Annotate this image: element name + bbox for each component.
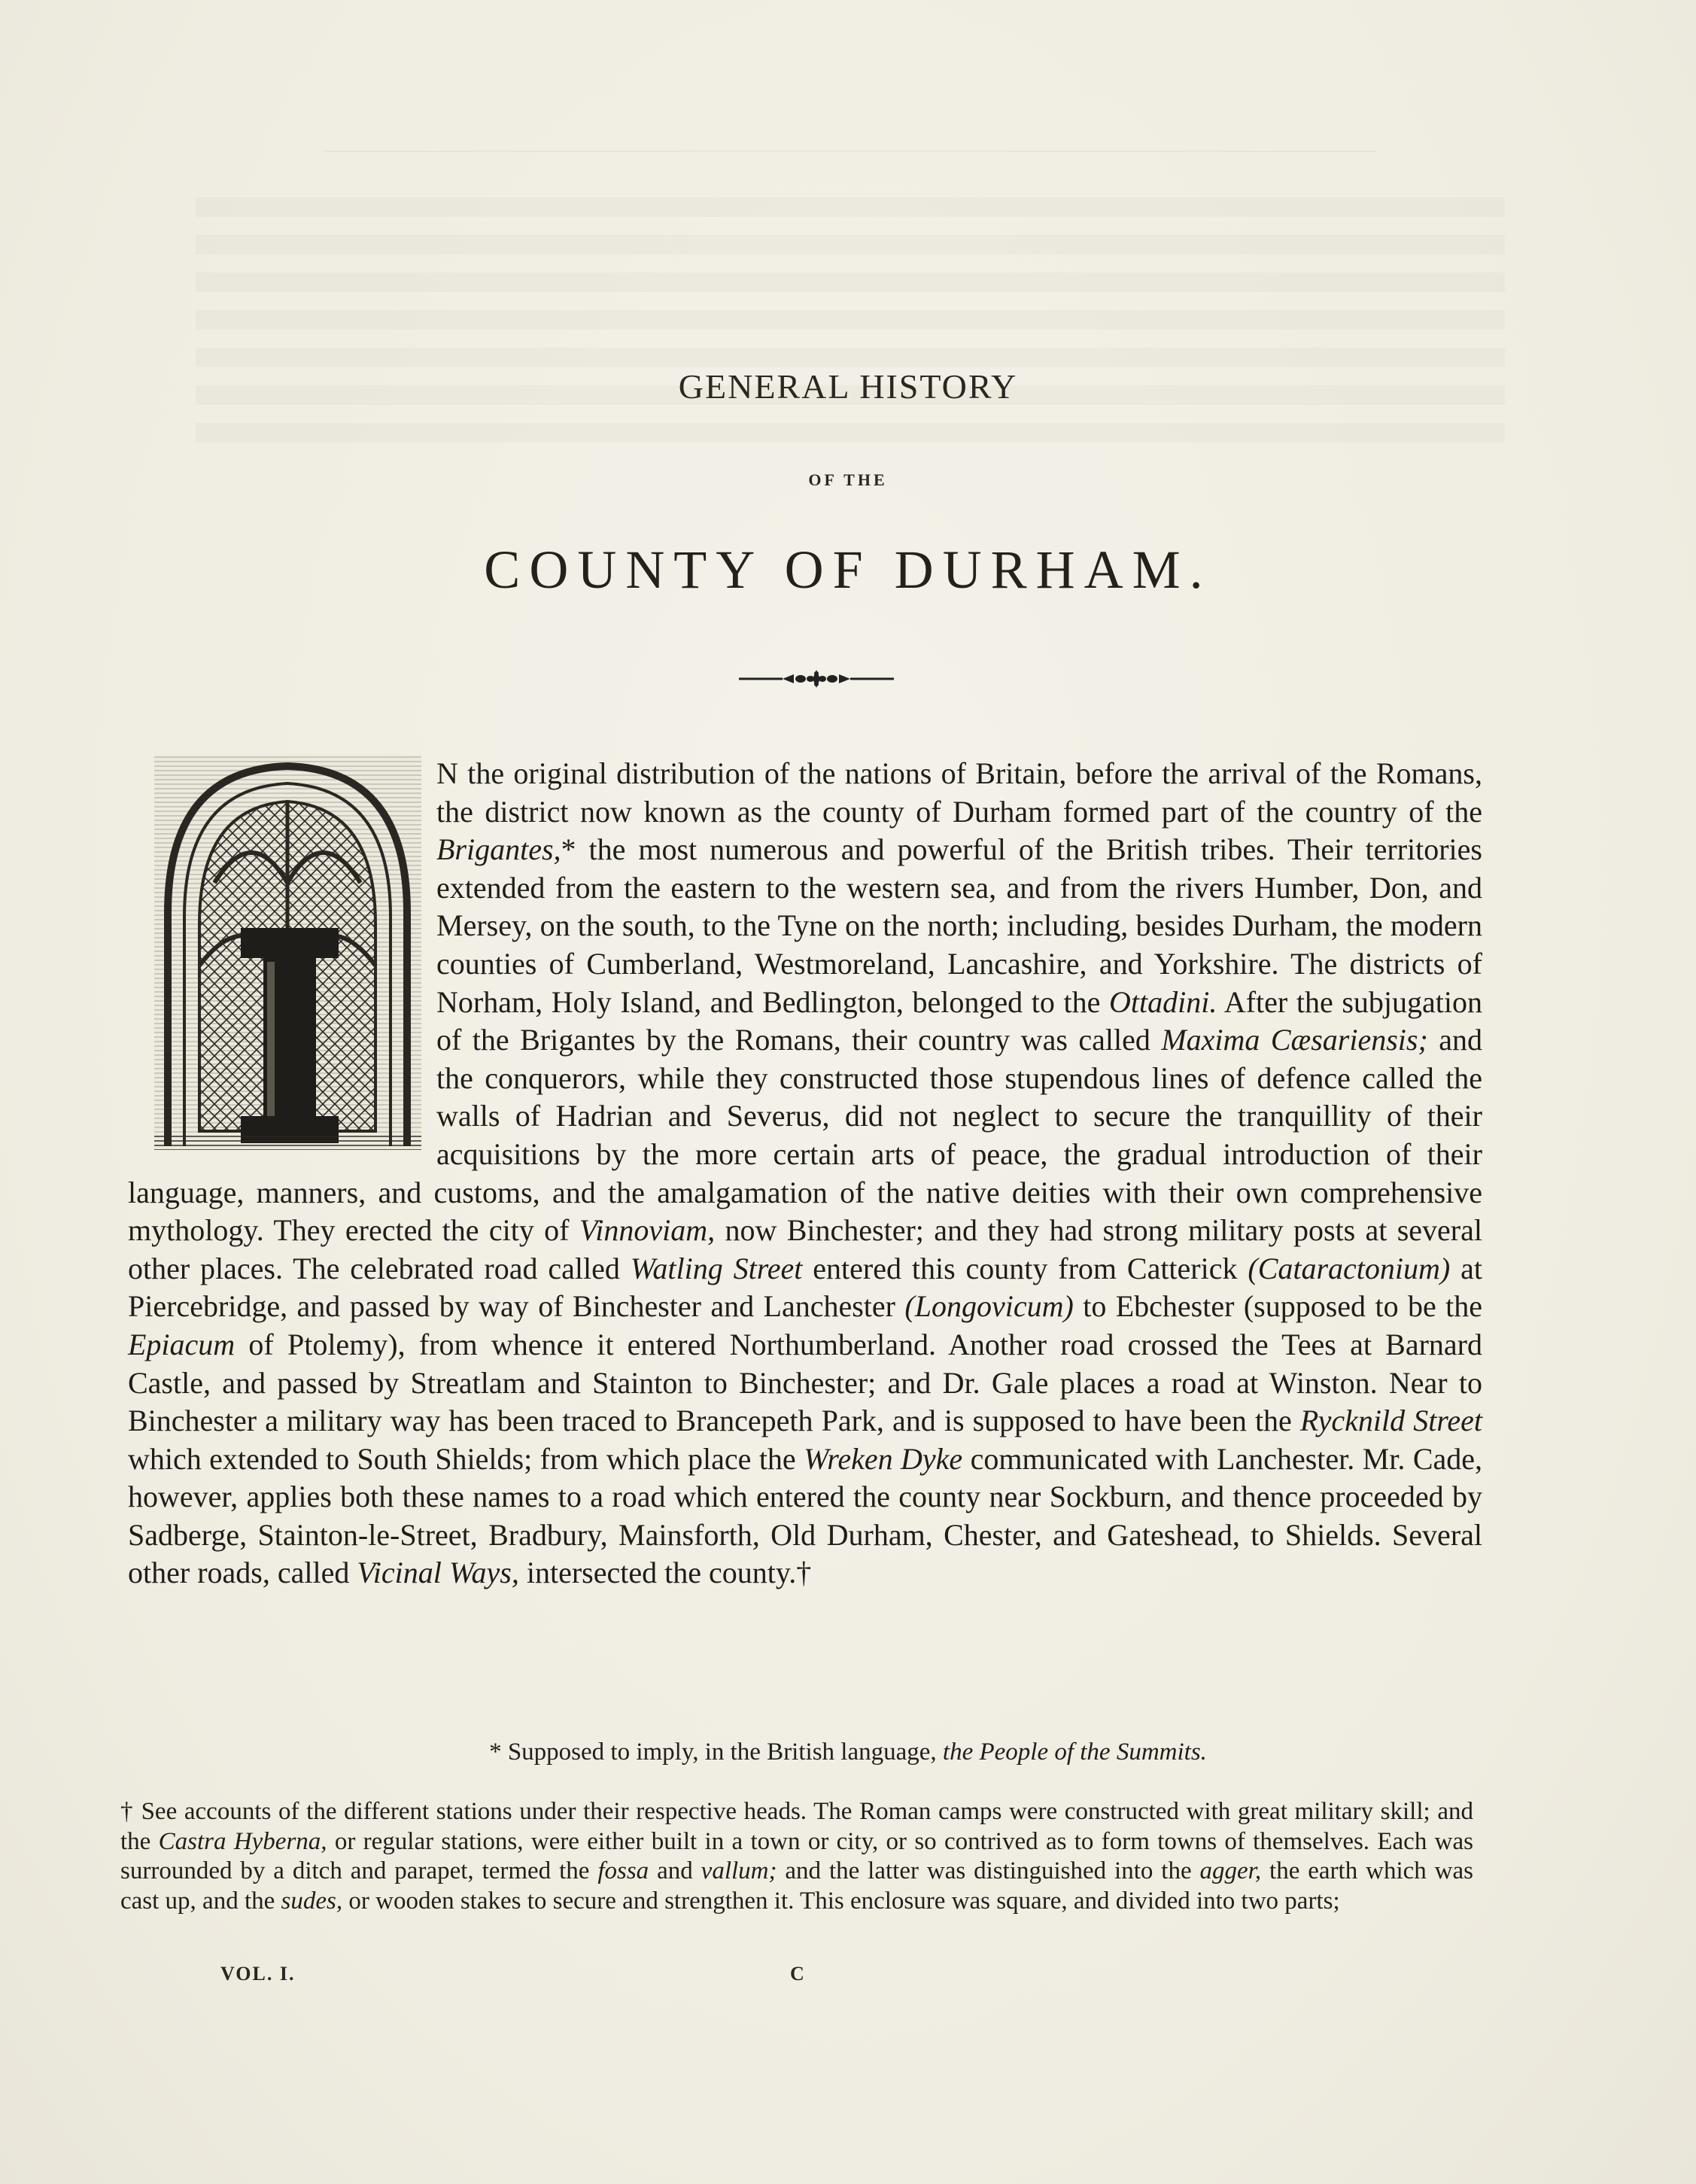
footnote-2-italic-agger: agger, <box>1199 1857 1262 1884</box>
paragraph-text-3: After the subjugation of the Brigantes by the Romans, their country was called <box>436 984 1482 1057</box>
italic-maxima: Maxima Cæsariensis; <box>1161 1023 1428 1057</box>
footnote-2-text-b: or regular stations, were either built in a town or city, or so contrived as to form towns of themselves. Each was surrounded by a ditch and parapet, termed the <box>120 1827 1473 1884</box>
footnote-1 <box>0 1738 1696 1766</box>
show-through-text <box>135 113 1565 461</box>
footnote-2 <box>120 1797 1473 1916</box>
italic-epiacum: Epiacum <box>128 1327 236 1361</box>
title-of-the: OF THE <box>808 470 888 489</box>
paragraph-text-2: * the most numerous and powerful of the British tribes. Their territories extended from the eastern to the western sea, and from the rivers Humber, Don, and Mersey, on the south, to the Tyne on the north; including, besides Durham, the modern counties of Cumberland, Westmoreland, Lancashire, and Yorkshire. The districts of Norham, Holy Island, and Bedlington, belonged to the <box>436 832 1482 1019</box>
paragraph-text-6: entered this county from Catterick <box>802 1251 1248 1285</box>
title-general-history: GENERAL HISTORY <box>678 367 1018 406</box>
paragraph-text-5: now Binchester; and they had strong military posts at several other places. The celebrated road called <box>128 1213 1482 1285</box>
footnote-2-text-c: and <box>649 1857 701 1884</box>
footnote-1-text: * Supposed to imply, in the British language, <box>489 1738 943 1766</box>
paragraph-text-10: which extended to South Shields; from which place the <box>128 1441 804 1476</box>
paragraph-text-4: and the conquerors, while they constructed those stupendous lines of defence called the walls of Hadrian and Severus, did not neglect to secure the tranquillity of their acquisitions by the more certain arts of peace, the gradual introduction of their language, manners, and customs, and the amalgamation of the native deities with their own comprehensive mythology. They erected the city of <box>128 1023 1482 1248</box>
volume-signature: VOL. I. <box>220 1963 296 1985</box>
italic-brigantes: Brigantes, <box>436 832 561 867</box>
italic-vicinal: Vicinal Ways, <box>357 1556 519 1590</box>
italic-longovicum: (Longovicum) <box>904 1289 1074 1324</box>
footnote-2-text-e: the earth which was cast up, and the <box>120 1857 1473 1915</box>
paragraph-text-11: communicated with Lanchester. Mr. Cade, however, applies both these names to a road which entered the county near Sockburn, and thence proceeded by Sadberge, Stainton-le-Street, Bradbury, Mainsforth, Old Durham, Chester, and Gateshead, to Shields. Several other roads, called <box>128 1441 1483 1590</box>
main-paragraph <box>128 755 1482 1592</box>
footnote-2-italic-fossa: fossa <box>597 1857 649 1884</box>
italic-cataractonium: (Cataractonium) <box>1248 1251 1451 1285</box>
initial-letter <box>128 756 138 790</box>
paragraph-text-9: of Ptolemy), from whence it entered Northumberland. Another road crossed the Tees at Barnard Castle, and passed by Streatlam and Stainton to Binchester; and Dr. Gale places a road at Winston. Near to Binchester a military way has been traced to Brancepeth Park, and is supposed to have been the <box>128 1327 1482 1438</box>
ornamental-rule-icon <box>737 666 895 692</box>
paragraph-text-7: at Piercebridge, and passed by way of Binchester and Lanchester <box>128 1251 1482 1324</box>
footnote-2-italic-castra: Castra Hyberna, <box>158 1827 327 1855</box>
footnote-2-text-f: or wooden stakes to secure and strengthen it. This enclosure was square, and divided into two parts; <box>342 1887 1340 1915</box>
gathering-signature: C <box>790 1963 804 1985</box>
paragraph-text-1: N the original distribution of the nations of Britain, before the arrival of the Romans, the district now known as the county of Durham formed part of the country of the <box>436 756 1482 829</box>
italic-vinnoviam: Vinnoviam, <box>579 1213 716 1248</box>
title-county-of-durham: COUNTY OF DURHAM. <box>484 540 1212 600</box>
paragraph-text-8: to Ebchester (supposed to be the <box>1073 1289 1482 1324</box>
paragraph-text-12: intersected the county.† <box>518 1556 812 1590</box>
initial-spacer <box>128 755 436 1158</box>
italic-ottadini: Ottadini. <box>1109 984 1217 1019</box>
footnote-2-text-d: and the latter was distinguished into the <box>777 1857 1200 1884</box>
italic-wreken: Wreken Dyke <box>804 1441 963 1476</box>
footnote-2-italic-vallum: vallum; <box>701 1857 777 1884</box>
footnote-1-italic: the People of the Summits. <box>942 1738 1207 1766</box>
italic-watling: Watling Street <box>630 1251 803 1285</box>
footnote-2-text-a: † See accounts of the different stations under their respective heads. The Roman camps were constructed with great military skill; and the <box>120 1798 1473 1855</box>
italic-rycknild: Rycknild Street <box>1299 1404 1483 1438</box>
footnote-2-italic-sudes: sudes, <box>281 1887 343 1915</box>
